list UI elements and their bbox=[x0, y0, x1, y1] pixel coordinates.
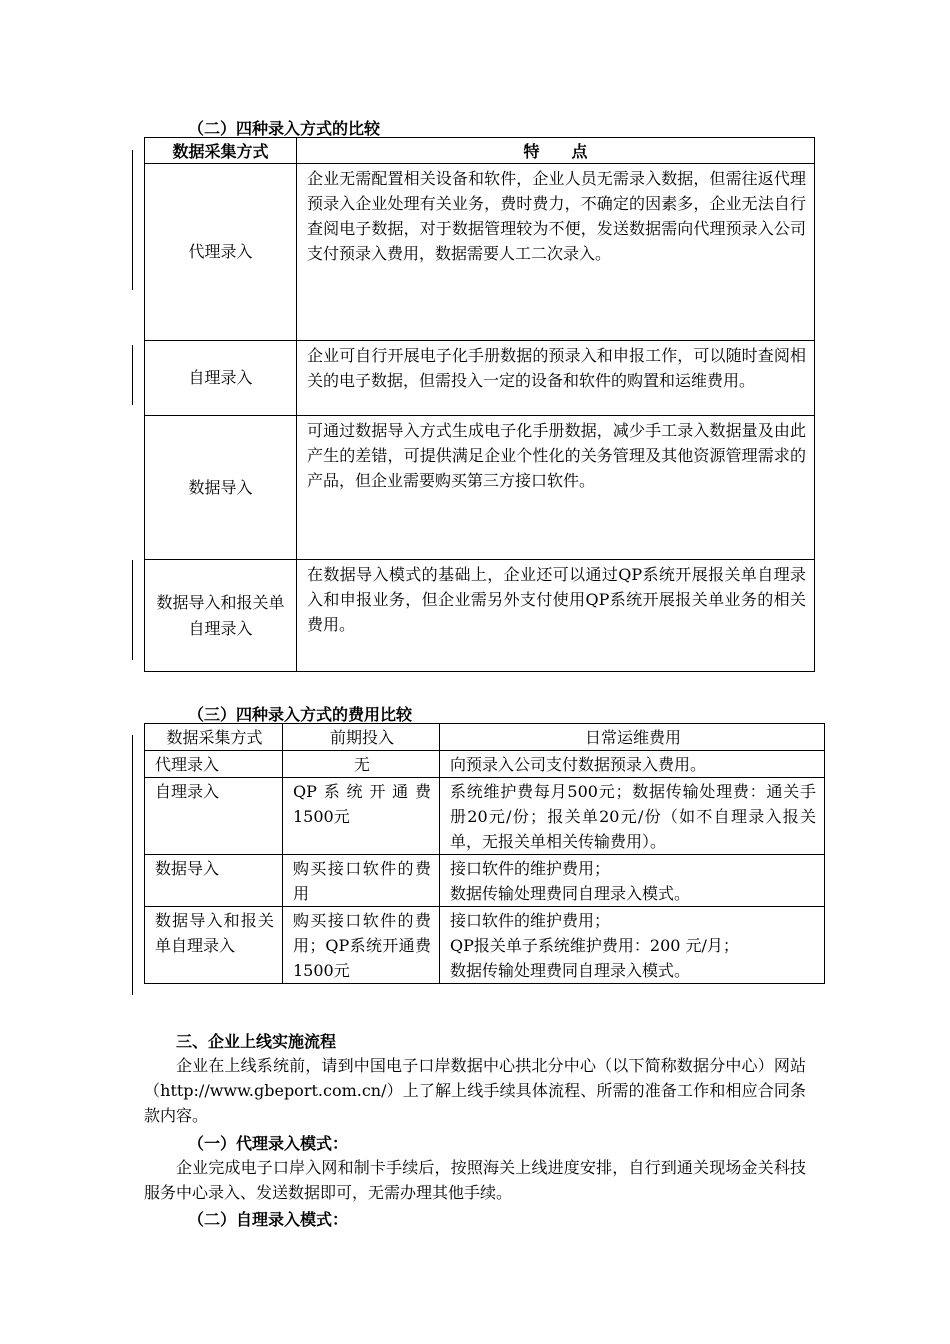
daily-cell: 系统维护费每月500元；数据传输处理费：通关手册20元/份；报关单20元/份（如不自理录入报关单，无报关单相关传输费用）。 bbox=[440, 778, 825, 855]
method-cell: 代理录入 bbox=[145, 164, 297, 341]
cost-table bbox=[144, 723, 825, 984]
header-method: 数据采集方式 bbox=[145, 138, 297, 164]
method-cell: 数据导入 bbox=[145, 416, 297, 560]
initial-cell: 无 bbox=[283, 751, 440, 778]
comparison-table bbox=[144, 137, 815, 672]
method-cell: 代理录入 bbox=[145, 751, 283, 778]
features-cell: 企业可自行开展电子化手册数据的预录入和申报工作，可以随时查阅相关的电子数据，但需投入一定的设备和软件的购置和运维费用。 bbox=[297, 341, 815, 416]
initial-cell: 购买接口软件的费用 bbox=[283, 855, 440, 907]
part-3-intro: 企业在上线系统前，请到中国电子口岸数据中心拱北分中心（以下简称数据分中心）网站（http://www.gbeport.com.cn/）上了解上线手续具体流程、所需的准备工作和相应合同条款内容。 bbox=[144, 1056, 806, 1125]
method-cell: 数据导入 bbox=[145, 855, 283, 907]
table-row bbox=[145, 341, 815, 416]
table-header-row bbox=[145, 138, 815, 164]
margin-mark bbox=[132, 560, 133, 660]
table-row bbox=[145, 751, 825, 778]
initial-cell: 购买接口软件的费用；QP系统开通费1500元 bbox=[283, 907, 440, 984]
margin-mark bbox=[132, 150, 133, 290]
method-cell: 自理录入 bbox=[145, 778, 283, 855]
table-row bbox=[145, 855, 825, 907]
part-3-heading: 三、企业上线实施流程 bbox=[176, 1032, 337, 1051]
table-row bbox=[145, 560, 815, 672]
header-features: 特 点 bbox=[297, 138, 815, 164]
header-daily: 日常运维费用 bbox=[440, 724, 825, 751]
subsection-1-heading: （一）代理录入模式： bbox=[188, 1134, 349, 1153]
header-method: 数据采集方式 bbox=[145, 724, 283, 751]
header-initial: 前期投入 bbox=[283, 724, 440, 751]
method-cell: 自理录入 bbox=[145, 341, 297, 416]
table-row bbox=[145, 416, 815, 560]
margin-mark bbox=[132, 345, 133, 405]
daily-cell: 向预录入公司支付数据预录入费用。 bbox=[440, 751, 825, 778]
table-row bbox=[145, 778, 825, 855]
table-row bbox=[145, 164, 815, 341]
daily-cell: 接口软件的维护费用； 数据传输处理费同自理录入模式。 bbox=[440, 855, 825, 907]
daily-cell: 接口软件的维护费用； QP报关单子系统维护费用：200 元/月； 数据传输处理费同自理录入模式。 bbox=[440, 907, 825, 984]
table-row bbox=[145, 907, 825, 984]
method-cell: 数据导入和报关单自理录入 bbox=[145, 560, 297, 672]
subsection-2-heading: （二）自理录入模式： bbox=[188, 1210, 349, 1229]
features-cell: 可通过数据导入方式生成电子化手册数据，减少手工录入数据量及由此产生的差错，可提供满足企业个性化的关务管理及其他资源管理需求的产品，但企业需要购买第三方接口软件。 bbox=[297, 416, 815, 560]
features-cell: 在数据导入模式的基础上，企业还可以通过QP系统开展报关单自理录入和申报业务，但企业需另外支付使用QP系统开展报关单业务的相关费用。 bbox=[297, 560, 815, 672]
method-cell: 数据导入和报关单自理录入 bbox=[145, 907, 283, 984]
subsection-1-text: 企业完成电子口岸入网和制卡手续后，按照海关上线进度安排，自行到通关现场金关科技服务中心录入、发送数据即可，无需办理其他手续。 bbox=[144, 1158, 806, 1202]
features-cell: 企业无需配置相关设备和软件，企业人员无需录入数据，但需往返代理预录入企业处理有关业务，费时费力，不确定的因素多，企业无法自行查阅电子数据，对于数据管理较为不便，发送数据需向代理预录入公司支付预录入费用，数据需要人工二次录入。 bbox=[297, 164, 815, 341]
section-3-heading: （三）四种录入方式的费用比较 bbox=[188, 705, 413, 724]
margin-mark bbox=[132, 735, 133, 995]
section-2-heading: （二）四种录入方式的比较 bbox=[188, 119, 381, 138]
table-header-row bbox=[145, 724, 825, 751]
initial-cell: QP系统开通费1500元 bbox=[283, 778, 440, 855]
